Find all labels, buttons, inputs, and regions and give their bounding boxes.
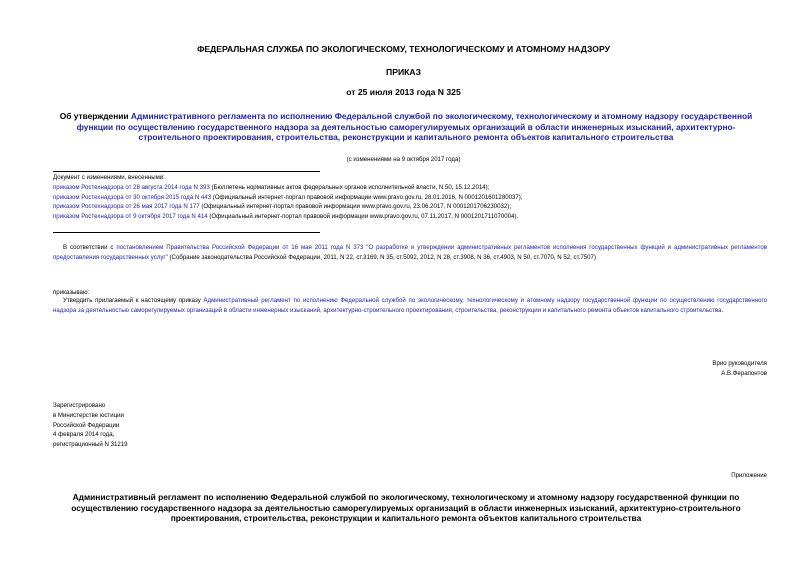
order-paragraph bbox=[53, 296, 767, 316]
order-prefix: Утвердить прилагаемый к настоящему приказу bbox=[63, 297, 204, 304]
title-prefix: Об утверждении bbox=[59, 111, 131, 121]
basis-source: (Собрание законодательства Российской Федерации, 2011, N 22, ст.3169, N 35, ст.5092, 2012, N 28, ст.3908, N 36, ст.4903, N 50, ст.7070, N 52, ст.7507) bbox=[167, 254, 596, 262]
change-source: (Бюллетень нормативных актов федеральных органов исполнительной власти, N 50, 15.12.2014); bbox=[209, 183, 490, 191]
change-item bbox=[53, 183, 773, 193]
registration-block bbox=[53, 401, 253, 450]
registration-line: в Министерстве юстиции bbox=[53, 411, 124, 419]
basis-prefix: В соответствии с bbox=[63, 244, 117, 251]
change-link[interactable]: приказом Ростехнадзора от 28 августа 2014 года N 393 bbox=[53, 183, 210, 191]
change-source: (Официальный интернет-портал правовой информации www.pravo.gov.ru, 07.11.2017, N 0001201711070004). bbox=[207, 213, 519, 221]
registration-line: 4 февраля 2014 года, bbox=[53, 431, 115, 439]
signature-position: Врио руководителя bbox=[712, 360, 767, 367]
title-regulation-link[interactable]: Административного регламента по исполнению Федеральной службой по экологическому, технологическому и атомному надзору государственной функции по осуществлению государственного надзора за деятельностью саморегулируемых организаций в области инженерных изысканий, архитектурно-строительного проектирования, строительства, реконструкции и капитального ремонта объектов капитального строительства bbox=[76, 111, 753, 143]
agency-heading: ФЕДЕРАЛЬНАЯ СЛУЖБА ПО ЭКОЛОГИЧЕСКОМУ, ТЕХНОЛОГИЧЕСКОМУ И АТОМНОМУ НАДЗОРУ bbox=[197, 44, 610, 54]
changes-list bbox=[53, 173, 773, 222]
change-item bbox=[53, 212, 773, 222]
appendix-title: Административный регламент по исполнению Федеральной службой по экологическому, технологическому и атомному надзору государственной функции по осуществлению государственного надзора за деятельностью саморегулируемых организаций в области инженерных изысканий, архитектурно-строительного проектирования, строительства, реконструкции и капитального ремонта объектов капитального строительства bbox=[71, 492, 741, 524]
order-regulation-link[interactable]: Административный регламент по исполнению Федеральной службой по экологическому, технологическому и атомному надзору государственной функции по осуществлению государственного надзора за деятельностью саморегулируемых организаций в области инженерных изысканий, архитектурно-строительного проектирования, строительства, реконструкции и капитального ремонта объектов капитального строительства bbox=[53, 297, 768, 315]
registration-line: Российской Федерации bbox=[53, 421, 120, 429]
signature-block bbox=[560, 359, 767, 379]
change-link[interactable]: приказом Ростехнадзора от 26 мая 2017 года N 177 bbox=[53, 203, 200, 211]
registration-line: Зарегистрировано bbox=[53, 402, 106, 409]
change-item bbox=[53, 202, 773, 212]
basis-paragraph bbox=[53, 243, 767, 263]
edition-note: (с изменениями на 9 октября 2017 года) bbox=[346, 156, 461, 163]
divider-bottom bbox=[53, 232, 320, 233]
doc-date-number: от 25 июля 2013 года N 325 bbox=[346, 87, 461, 97]
change-item bbox=[53, 193, 773, 203]
doc-title bbox=[50, 111, 762, 143]
divider-top bbox=[53, 171, 320, 172]
change-link[interactable]: приказом Ростехнадзора от 30 октября 2015 года N 443 bbox=[53, 193, 212, 201]
doc-type: ПРИКАЗ bbox=[386, 67, 421, 77]
order-suffix: . bbox=[721, 307, 724, 315]
order-word: приказываю: bbox=[53, 289, 90, 296]
basis-decree-link[interactable]: постановлением Правительства Российской Федерации от 16 мая 2011 года N 373 "О разработке и утверждении административных регламентов исполнения государственных функций и административных регламентов предоставления государственных услуг" bbox=[53, 244, 767, 262]
signature-name: А.В.Ферапонтов bbox=[721, 369, 767, 377]
registration-line: регистрационный N 31219 bbox=[53, 441, 128, 449]
change-link[interactable]: приказом Ростехнадзора от 9 октября 2017 года N 414 bbox=[53, 213, 208, 221]
change-source: (Официальный интернет-портал правовой информации www.pravo.gov.ru, 28.01.2016, N 0001201601280037); bbox=[211, 193, 523, 201]
change-source: (Официальный интернет-портал правовой информации www.pravo.gov.ru, 23.06.2017, N 0001201706230032); bbox=[199, 203, 512, 211]
appendix-label: Приложение bbox=[731, 472, 767, 479]
changes-intro: Документ с изменениями, внесенными: bbox=[53, 174, 165, 181]
